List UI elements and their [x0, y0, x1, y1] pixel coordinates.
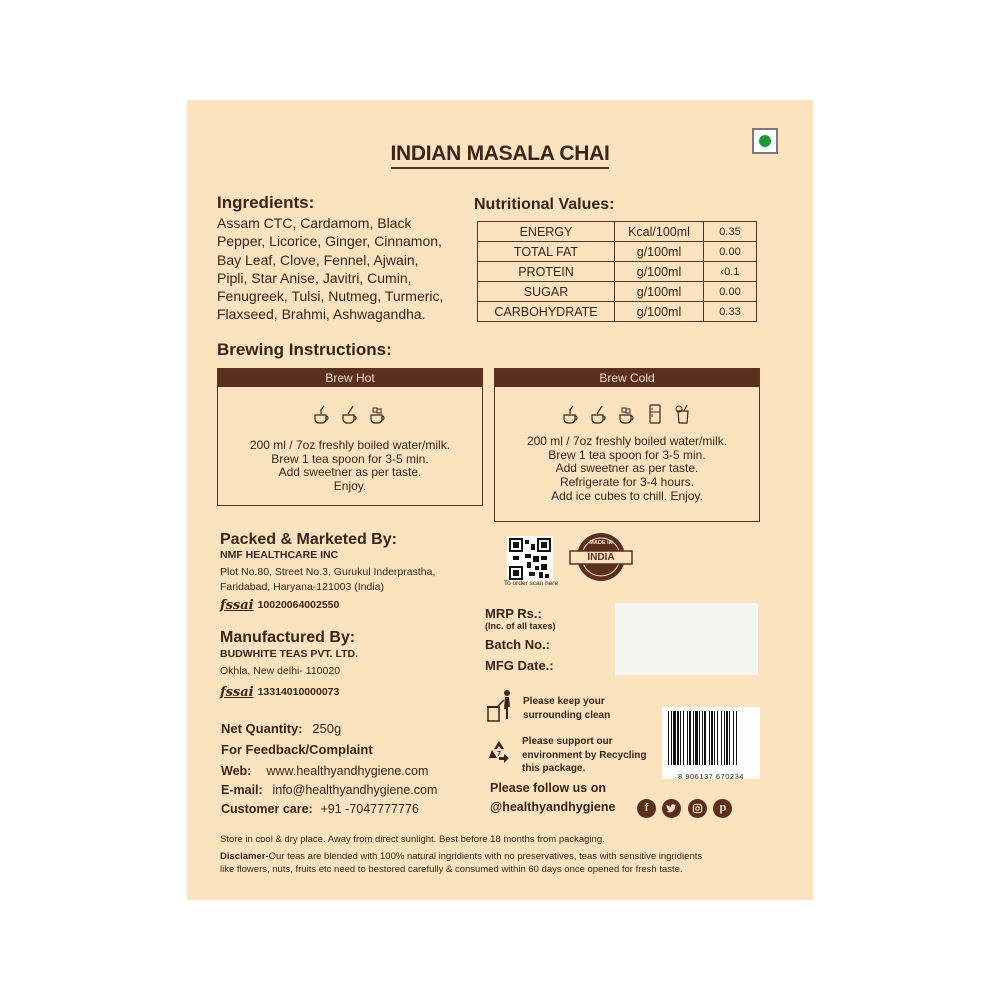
- batch-label: Batch No.:: [485, 637, 550, 652]
- refrigerator-icon: [644, 403, 666, 425]
- nutrient-value: ‹0.1: [704, 262, 757, 282]
- nutrient-value: 0.00: [704, 242, 757, 262]
- barcode-bar: [673, 711, 676, 765]
- nutrient-value: 0.35: [704, 222, 757, 242]
- recycle-code: 7: [497, 751, 501, 758]
- badge-top-text: MADE IN: [589, 540, 613, 546]
- manufactured-fssai: [220, 685, 339, 700]
- cup-sweetener-icon: [367, 403, 389, 425]
- social-icons: [635, 798, 732, 818]
- ingredients-line: Fenugreek, Tulsi, Nutmeg, Turmeric,: [217, 288, 444, 305]
- barcode-bar: [711, 711, 713, 765]
- disclaimer-line: like flowers, nuts, fruits etc need to bestored carefully & consumed within 60 days once opened for fresh taste.: [220, 863, 683, 875]
- net-quantity: [221, 721, 341, 736]
- table-row: [478, 262, 757, 282]
- barcode: [662, 707, 760, 779]
- nutrient-name: SUGAR: [478, 282, 615, 302]
- table-row: [478, 242, 757, 262]
- product-title: INDIAN MASALA CHAI: [187, 142, 813, 166]
- nutrition-table: [477, 221, 757, 322]
- brewing-heading: Brewing Instructions:: [217, 340, 392, 359]
- barcode-bar: [677, 711, 679, 765]
- facebook-icon[interactable]: f: [637, 799, 656, 818]
- storage-text: Store in cool & dry place. Away from direct sunlight. Best before 18 months from packaging.: [220, 834, 605, 845]
- table-row: [478, 222, 757, 242]
- nutrient-value: 0.33: [704, 302, 757, 322]
- net-quantity-value: 250g: [312, 721, 342, 736]
- recycle-line: this package.: [522, 763, 586, 774]
- barcode-bar: [714, 711, 715, 765]
- ingredients-list: [217, 214, 467, 324]
- barcode-bar: [668, 711, 669, 765]
- clean-message: [523, 695, 610, 723]
- barcode-bar: [671, 711, 672, 765]
- barcode-bar: [704, 711, 706, 765]
- nutrient-name: CARBOHYDRATE: [478, 302, 615, 322]
- brew-line: Refrigerate for 3-4 hours.: [559, 475, 695, 490]
- mrp-note: (Inc. of all taxes): [485, 621, 556, 631]
- ingredients-line: Assam CTC, Cardamom, Black: [217, 215, 412, 231]
- net-quantity-label: Net Quantity:: [221, 721, 303, 736]
- fssai-logo: fssai: [220, 598, 254, 613]
- nutrient-unit: Kcal/100ml: [615, 222, 704, 242]
- nutrient-value: 0.00: [704, 282, 757, 302]
- barcode-bar: [695, 711, 698, 765]
- recycle-line: Please support our: [522, 736, 613, 747]
- disclaimer-text: [220, 851, 790, 876]
- email-link[interactable]: info@healthyandhygiene.com: [272, 783, 438, 797]
- brew-line: 200 ml / 7oz freshly boiled water/milk.: [526, 434, 728, 448]
- cup-spoon-icon: [588, 403, 610, 425]
- brew-hot-icons: [218, 403, 482, 425]
- email-row: [221, 783, 437, 797]
- manufactured-company: BUDWHITE TEAS PVT. LTD.: [220, 648, 359, 660]
- table-row: [478, 302, 757, 322]
- packed-fssai: [220, 598, 339, 613]
- manufactured-heading: Manufactured By:: [220, 629, 356, 646]
- nutrient-unit: g/100ml: [615, 262, 704, 282]
- ingredients-line: Bay Leaf, Clove, Fennel, Ajwain,: [217, 251, 419, 268]
- web-link[interactable]: www.healthyandhygiene.com: [266, 764, 429, 778]
- nutrient-name: TOTAL FAT: [478, 242, 615, 262]
- barcode-bar: [687, 711, 688, 765]
- follow-handle[interactable]: @healthyandhygiene: [490, 800, 616, 814]
- barcode-bar: [721, 711, 722, 765]
- table-row: [478, 282, 757, 302]
- brew-line: Add ice cubes to chill. Enjoy.: [551, 488, 703, 503]
- barcode-bars-icon: [662, 707, 760, 767]
- barcode-bar: [693, 711, 694, 765]
- barcode-bar: [736, 711, 737, 765]
- nutrient-unit: g/100ml: [615, 242, 704, 262]
- barcode-bar: [699, 711, 700, 765]
- label-panel: [187, 100, 813, 900]
- care-row: [221, 802, 419, 816]
- brew-line: Add sweetner as per taste.: [555, 461, 699, 476]
- packed-heading: Packed & Marketed By:: [220, 531, 397, 548]
- ingredients-heading: Ingredients:: [217, 193, 315, 212]
- brew-line: 200 ml / 7oz freshly boiled water/milk.: [249, 438, 451, 452]
- brew-hot-label: Brew Hot: [218, 369, 482, 387]
- badge-country: INDIA: [587, 552, 615, 563]
- twitter-icon[interactable]: [662, 799, 681, 818]
- disclaimer-label: Disclamer-: [220, 851, 269, 862]
- follow-heading: Please follow us on: [490, 781, 606, 795]
- cup-pour-icon: [311, 403, 333, 425]
- manufactured-details: [220, 647, 480, 679]
- nutrient-name: ENERGY: [478, 222, 615, 242]
- barcode-bar: [733, 711, 734, 765]
- recycle-line: environment by Recycling: [522, 749, 647, 761]
- iced-drink-icon: [672, 403, 694, 425]
- brew-line: Brew 1 tea spoon for 3-5 min.: [548, 447, 706, 462]
- barcode-bar: [689, 711, 691, 765]
- fssai-number: 10020064002550: [257, 599, 340, 611]
- qr-code-icon[interactable]: [507, 536, 553, 582]
- disclaimer-line: Our teas are blended with 100% natural ingridients with no preservatives, teas with sensitive ingridients: [268, 851, 703, 862]
- brew-cold-box: [494, 368, 760, 522]
- ingredients-line: Pipli, Star Anise, Javitri, Cumin,: [217, 269, 412, 286]
- nutrient-name: PROTEIN: [478, 262, 615, 282]
- recycle-message: [522, 735, 646, 776]
- packed-details: [220, 548, 480, 595]
- ingredients-line: Pepper, Licorice, Ginger, Cinnamon,: [217, 233, 442, 250]
- nutrient-unit: g/100ml: [615, 282, 704, 302]
- nutrition-heading: Nutritional Values:: [474, 196, 615, 213]
- packed-address: Plot No.80, Street No.3, Gurukul Inderprastha,: [220, 566, 436, 578]
- litter-bin-icon: [485, 689, 515, 725]
- nutrient-unit: g/100ml: [615, 302, 704, 322]
- mrp-label: MRP Rs.:: [485, 606, 542, 621]
- brew-hot-text: [218, 439, 482, 494]
- web-label: Web:: [221, 764, 252, 778]
- brew-cold-icons: [495, 403, 759, 425]
- barcode-bar: [683, 711, 684, 765]
- barcode-bar: [709, 711, 710, 765]
- barcode-digits: 8 906137 670234: [678, 772, 744, 781]
- barcode-bar: [680, 711, 681, 765]
- barcode-bar: [726, 711, 728, 765]
- packed-address: Faridabad, Haryana-121003 (India): [220, 581, 385, 593]
- veg-mark-icon: [752, 128, 778, 154]
- barcode-bar: [724, 711, 725, 765]
- price-sticker-area: [615, 603, 758, 675]
- care-label: Customer care:: [221, 802, 313, 816]
- brew-hot-box: [217, 368, 483, 506]
- feedback-heading: For Feedback/Complaint: [221, 742, 373, 757]
- packed-company: NMF HEALTHCARE INC: [220, 549, 339, 561]
- manufactured-address: Okhla, New delhi- 110020: [220, 665, 341, 677]
- cup-pour-icon: [560, 403, 582, 425]
- barcode-bar: [729, 711, 730, 765]
- web-row: [221, 764, 428, 778]
- fssai-logo: fssai: [220, 685, 254, 700]
- brew-line: Brew 1 tea spoon for 3-5 min.: [271, 451, 429, 466]
- clean-line: surrounding clean: [523, 710, 611, 721]
- email-label: E-mail:: [221, 783, 263, 797]
- barcode-bar: [702, 711, 703, 765]
- pinterest-icon[interactable]: p: [713, 799, 732, 818]
- cup-sweetener-icon: [616, 403, 638, 425]
- fssai-number: 13314010000073: [257, 686, 340, 698]
- brew-line: Enjoy.: [333, 479, 367, 494]
- made-in-india-badge: [568, 532, 634, 582]
- recycle-icon: [485, 738, 513, 766]
- barcode-bar: [717, 711, 718, 765]
- cup-spoon-icon: [339, 403, 361, 425]
- qr-caption: To order scan here: [503, 580, 559, 587]
- mfg-label: MFG Date.:: [485, 658, 554, 673]
- clean-line: Please keep your: [523, 696, 605, 707]
- brew-line: Add sweetner as per taste.: [278, 465, 422, 480]
- care-phone: +91 -7047777776: [320, 802, 419, 816]
- instagram-icon[interactable]: [688, 799, 707, 818]
- ingredients-line: Flaxseed, Brahmi, Ashwagandha.: [217, 306, 426, 323]
- qr-pattern: [509, 538, 551, 580]
- brew-cold-text: [495, 435, 759, 504]
- brew-cold-label: Brew Cold: [495, 369, 759, 387]
